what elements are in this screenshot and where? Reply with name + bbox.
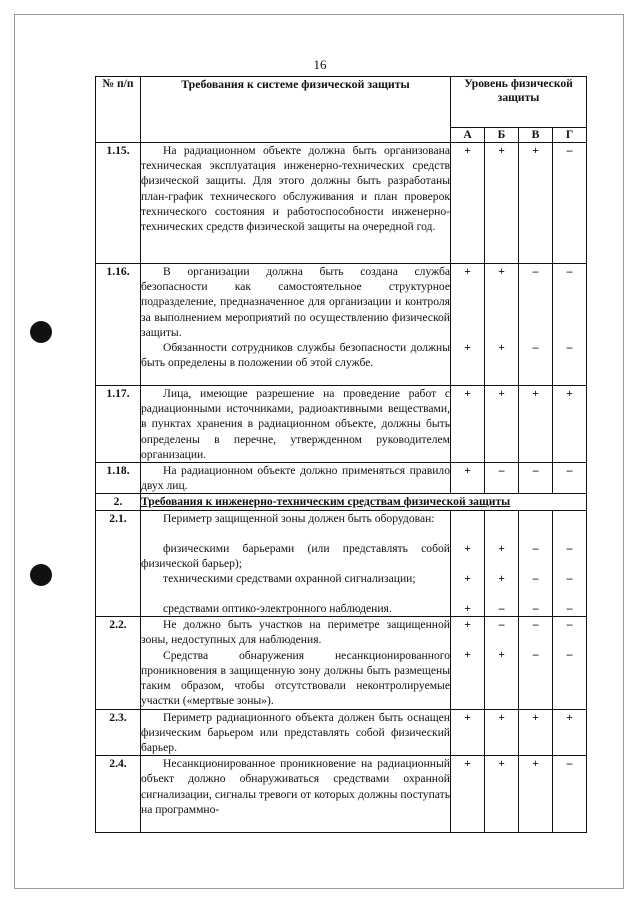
level-mark-cell — [451, 709, 485, 756]
table-row — [96, 264, 587, 386]
level-mark: – — [532, 648, 539, 662]
requirement-text — [141, 617, 451, 709]
level-mark-cell — [553, 709, 587, 756]
level-mark-cell — [451, 386, 485, 463]
table-row — [96, 510, 587, 617]
level-letter: А — [451, 128, 485, 143]
level-mark: – — [566, 464, 573, 478]
level-mark: + — [464, 387, 471, 401]
level-mark-cell — [553, 386, 587, 463]
row-number: 1.15. — [96, 143, 141, 264]
level-mark: – — [532, 265, 539, 278]
level-mark: + — [464, 265, 471, 278]
level-column-header: Уровень физической защиты — [451, 77, 587, 128]
level-mark-cell — [553, 264, 587, 386]
requirement-text — [141, 510, 451, 617]
level-mark: – — [566, 571, 573, 585]
requirement-text — [141, 709, 451, 756]
level-mark-cell — [451, 264, 485, 386]
level-mark: – — [566, 144, 573, 157]
requirement-paragraph: Не должно быть участков на периметре защищенной зоны, недоступных для наблюдения. — [141, 618, 450, 647]
level-mark-cell — [485, 386, 519, 463]
level-mark-cell — [451, 510, 485, 617]
level-mark: + — [498, 541, 505, 555]
level-mark: + — [498, 341, 505, 354]
level-mark-cell — [451, 463, 485, 494]
level-mark-cell — [553, 617, 587, 709]
requirement-paragraph: На радиационном объекте должна быть организована техническая эксплуатация инженерно-технических средств физической защиты. Для этого должны быть разработаны план-график технического обслуживания и план проверок технического состояния и работоспособности инженерно-технических средств физической защиты на очередной год. — [141, 144, 450, 234]
punch-hole — [30, 564, 52, 586]
row-number: 2.3. — [96, 709, 141, 756]
level-mark-cell — [451, 143, 485, 264]
punch-hole — [30, 321, 52, 343]
level-mark: + — [464, 341, 471, 354]
level-mark-cell — [485, 463, 519, 494]
level-mark: + — [498, 757, 505, 771]
row-number: 2.2. — [96, 617, 141, 709]
row-number: 2.4. — [96, 756, 141, 833]
section-row — [96, 494, 587, 510]
requirement-text — [141, 143, 451, 264]
level-mark-cell — [451, 617, 485, 709]
level-mark: + — [464, 601, 471, 615]
level-mark: + — [464, 541, 471, 555]
level-mark: + — [464, 464, 471, 478]
level-mark: – — [532, 571, 539, 585]
level-mark: + — [532, 144, 539, 157]
level-mark-cell — [519, 617, 553, 709]
level-mark — [485, 511, 518, 541]
requirement-paragraph: Обязанности сотрудников службы безопасности должны быть определены в положении об этой службе. — [141, 341, 450, 370]
level-mark — [519, 511, 552, 541]
requirement-paragraph: В организации должна быть создана служба безопасности как самостоятельное структурное подразделение, предназначенное для организации и контроля за выполнением мероприятий по осуществлению физической защиты. — [141, 265, 450, 339]
level-letter: В — [519, 128, 553, 143]
level-mark: – — [532, 464, 539, 478]
level-mark: + — [498, 710, 505, 724]
level-mark: + — [532, 710, 539, 724]
level-mark-cell — [519, 756, 553, 833]
level-mark-cell — [553, 510, 587, 617]
level-mark: + — [464, 710, 471, 724]
level-mark: + — [498, 144, 505, 157]
table-row — [96, 617, 587, 709]
level-mark: – — [566, 757, 573, 771]
level-mark-cell — [519, 709, 553, 756]
section-title — [141, 494, 587, 510]
level-mark: – — [566, 341, 573, 354]
requirement-text — [141, 264, 451, 386]
level-mark: – — [532, 341, 539, 354]
requirement-text — [141, 463, 451, 494]
level-mark — [451, 511, 484, 541]
level-mark-cell — [485, 756, 519, 833]
level-mark: + — [464, 757, 471, 771]
level-mark-cell — [553, 143, 587, 264]
requirements-table — [95, 76, 587, 833]
level-mark — [553, 511, 586, 541]
level-mark-cell — [519, 143, 553, 264]
page-number: 16 — [313, 57, 327, 72]
level-mark: – — [498, 618, 505, 632]
level-mark-cell — [553, 463, 587, 494]
requirement-paragraph: физическими барьерами (или представлять собой физической барьер); — [141, 541, 450, 570]
requirements-column-header: Требования к системе физической защиты — [141, 77, 451, 143]
level-letter: Г — [553, 128, 587, 143]
requirement-paragraph: Периметр защищенной зоны должен быть оборудован: — [163, 511, 435, 525]
requirement-paragraph: Средства обнаружения несанкционированного проникновения в защищенную зону должны быть размещены таким образом, чтобы отсутствовали неконтролируемые участки («мертвые зоны»). — [141, 648, 450, 708]
level-mark: + — [498, 571, 505, 585]
row-number: 1.16. — [96, 264, 141, 386]
requirement-text — [141, 756, 451, 833]
level-mark: – — [566, 618, 573, 632]
table-row — [96, 143, 587, 264]
requirement-paragraph: техническими средствами охранной сигнализации; — [163, 572, 416, 586]
level-mark: + — [498, 265, 505, 278]
level-mark-cell — [485, 709, 519, 756]
row-number: 2. — [96, 494, 141, 510]
level-mark: – — [532, 618, 539, 632]
level-mark: – — [498, 464, 505, 478]
level-mark-cell — [485, 143, 519, 264]
level-mark: + — [498, 387, 505, 401]
requirement-paragraph: Требования к инженерно-техническим средствам физической защиты — [141, 495, 511, 509]
level-letter: Б — [485, 128, 519, 143]
level-mark: + — [532, 387, 539, 401]
level-mark: – — [498, 601, 505, 615]
level-mark: + — [532, 757, 539, 771]
level-mark-cell — [519, 510, 553, 617]
requirement-paragraph: средствами оптико-электронного наблюдения. — [163, 602, 392, 616]
level-mark: + — [464, 618, 471, 632]
level-mark-cell — [553, 756, 587, 833]
level-mark-cell — [519, 386, 553, 463]
level-mark: – — [532, 541, 539, 555]
level-mark: – — [566, 601, 573, 615]
level-mark-cell — [451, 756, 485, 833]
level-mark-cell — [485, 510, 519, 617]
requirement-paragraph: Лица, имеющие разрешение на проведение работ с радиационными источниками, радиоактивными веществами, в пунктах хранения в радиационном объекте, должны быть определены в перечне, утвержденном руководителем организации. — [141, 387, 450, 461]
level-mark-cell — [519, 463, 553, 494]
level-mark-cell — [519, 264, 553, 386]
level-mark: – — [532, 601, 539, 615]
level-mark: + — [464, 648, 471, 662]
table-row — [96, 756, 587, 833]
requirement-paragraph: Периметр радиационного объекта должен быть оснащен физическим барьером или представлять собой физический барьер. — [141, 710, 450, 755]
requirement-text — [141, 386, 451, 463]
level-mark: + — [498, 648, 505, 662]
requirement-paragraph: Несанкционированное проникновение на радиационный объект должно обнаруживаться средствами охранной сигнализации, сигналы тревоги от которых должны поступать на программно- — [141, 757, 450, 816]
table-row — [96, 463, 587, 494]
level-mark-cell — [485, 617, 519, 709]
level-mark: – — [566, 648, 573, 662]
requirement-paragraph: На радиационном объекте должно применяться правило двух лиц. — [141, 464, 450, 493]
level-mark: + — [566, 710, 573, 724]
row-number: 2.1. — [96, 510, 141, 617]
level-mark-cell — [485, 264, 519, 386]
level-mark: + — [566, 387, 573, 401]
level-mark: – — [566, 541, 573, 555]
table-row — [96, 709, 587, 756]
row-number: 1.17. — [96, 386, 141, 463]
level-mark: – — [566, 265, 573, 278]
level-mark: + — [464, 571, 471, 585]
table-row — [96, 386, 587, 463]
level-mark: + — [464, 144, 471, 157]
row-number: 1.18. — [96, 463, 141, 494]
num-column-header: № п/п — [96, 77, 141, 143]
